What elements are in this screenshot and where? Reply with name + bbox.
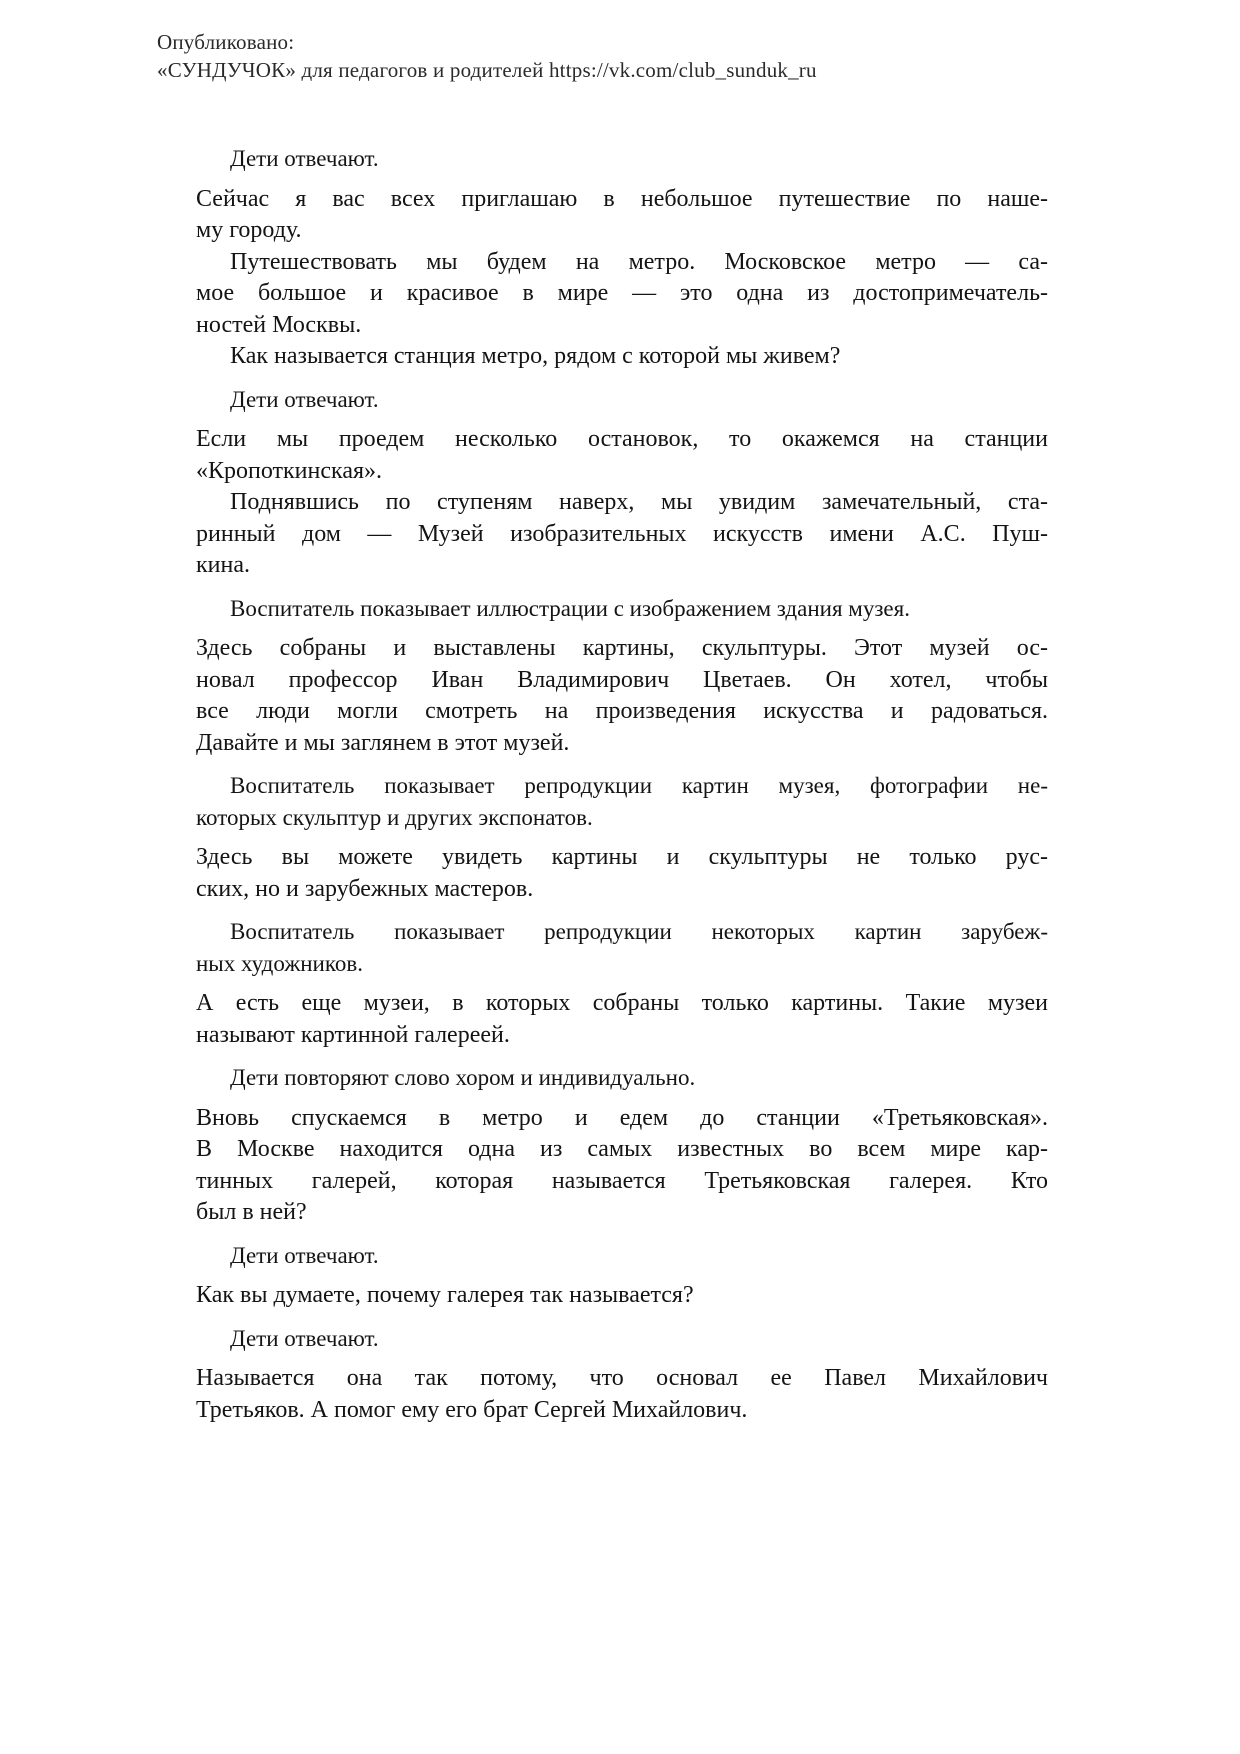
text-line: Воспитатель показывает иллюстрации с изображением здания музея.: [230, 595, 910, 621]
stage-direction: [196, 1240, 1048, 1272]
text-line: «Кропоткинская».: [196, 457, 383, 484]
speech-paragraph: [196, 988, 1048, 1051]
text-line: Воспитатель показывает репродукции некоторых картин зарубеж-: [230, 919, 1048, 944]
speech-paragraph: [196, 1103, 1048, 1229]
speech-paragraph: [196, 1363, 1048, 1426]
text-line: новал профессор Иван Владимирович Цветаев. Он хотел, чтобы: [196, 666, 1048, 693]
speech-paragraph: [196, 633, 1048, 759]
text-line: Воспитатель показывает репродукции картин музея, фотографии не-: [230, 773, 1048, 798]
text-line: ринный дом — Музей изобразительных искусств имени А.С. Пуш-: [196, 520, 1048, 547]
stage-direction: [196, 593, 1048, 625]
text-line: Здесь вы можете увидеть картины и скульптуры не только рус-: [196, 844, 1048, 870]
text-line: которых скульптур и других экспонатов.: [196, 804, 593, 830]
text-line: Как называется станция метро, рядом с которой мы живем?: [230, 343, 841, 369]
text-line: был в ней?: [196, 1199, 307, 1225]
text-line: кина.: [196, 552, 250, 578]
stage-direction: [196, 143, 1048, 175]
speech-paragraph: [196, 1280, 1048, 1312]
stage-direction: [196, 770, 1048, 833]
text-line: Если мы проедем несколько остановок, то окажемся на станции: [196, 426, 1048, 452]
text-line: Здесь собраны и выставлены картины, скульптуры. Этот музей ос-: [196, 635, 1048, 661]
speech-paragraph: [196, 247, 1048, 342]
text-line: Поднявшись по ступеням наверх, мы увидим замечательный, ста-: [230, 489, 1048, 515]
document-body: [196, 132, 1048, 1426]
stage-direction: [196, 916, 1048, 979]
text-line: Называется она так потому, что основал ее Павел Михайлович: [196, 1365, 1048, 1391]
text-line: ных художников.: [196, 950, 363, 976]
text-line: называют картинной галереей.: [196, 1021, 510, 1048]
stage-direction: [196, 1323, 1048, 1355]
published-label: Опубликовано:: [157, 30, 295, 54]
speech-paragraph: [196, 842, 1048, 905]
text-line: ностей Москвы.: [196, 311, 362, 338]
text-line: му городу.: [196, 217, 302, 243]
text-line: Дети отвечают.: [230, 1242, 379, 1268]
text-line: Путешествовать мы будем на метро. Московское метро — са-: [230, 248, 1048, 275]
text-line: мое большое и красивое в мире — это одна из достопримечатель-: [196, 280, 1048, 306]
text-line: А есть еще музеи, в которых собраны только картины. Такие музеи: [196, 990, 1048, 1016]
speech-paragraph: [196, 487, 1048, 582]
text-line: Сейчас я вас всех приглашаю в небольшое путешествие по наше-: [196, 185, 1048, 212]
text-line: Дети отвечают.: [230, 146, 379, 171]
publication-header: [157, 28, 817, 84]
text-line: тинных галерей, которая называется Третьяковская галерея. Кто: [196, 1167, 1048, 1194]
text-line: В Москве находится одна из самых известных во всем мире кар-: [196, 1136, 1048, 1162]
text-line: Дети повторяют слово хором и индивидуально.: [230, 1065, 696, 1090]
stage-direction: [196, 1062, 1048, 1094]
speech-paragraph: [196, 424, 1048, 487]
text-line: Вновь спускаемся в метро и едем до станции «Третьяковская».: [196, 1104, 1048, 1131]
text-line: Третьяков. А помог ему его брат Сергей Михайлович.: [196, 1396, 748, 1423]
text-line: Как вы думаете, почему галерея так называется?: [196, 1282, 694, 1308]
text-line: Давайте и мы заглянем в этот музей.: [196, 729, 570, 756]
text-line: Дети отвечают.: [230, 386, 379, 412]
text-line: Дети отвечают.: [230, 1325, 379, 1351]
speech-paragraph: [196, 184, 1048, 247]
source-line: «СУНДУЧОК» для педагогов и родителей https://vk.com/club_sunduk_ru: [157, 58, 817, 82]
stage-direction: [196, 384, 1048, 416]
text-line: ских, но и зарубежных мастеров.: [196, 875, 534, 902]
speech-paragraph: [196, 341, 1048, 373]
text-line: все люди могли смотреть на произведения искусства и радоваться.: [196, 698, 1048, 724]
